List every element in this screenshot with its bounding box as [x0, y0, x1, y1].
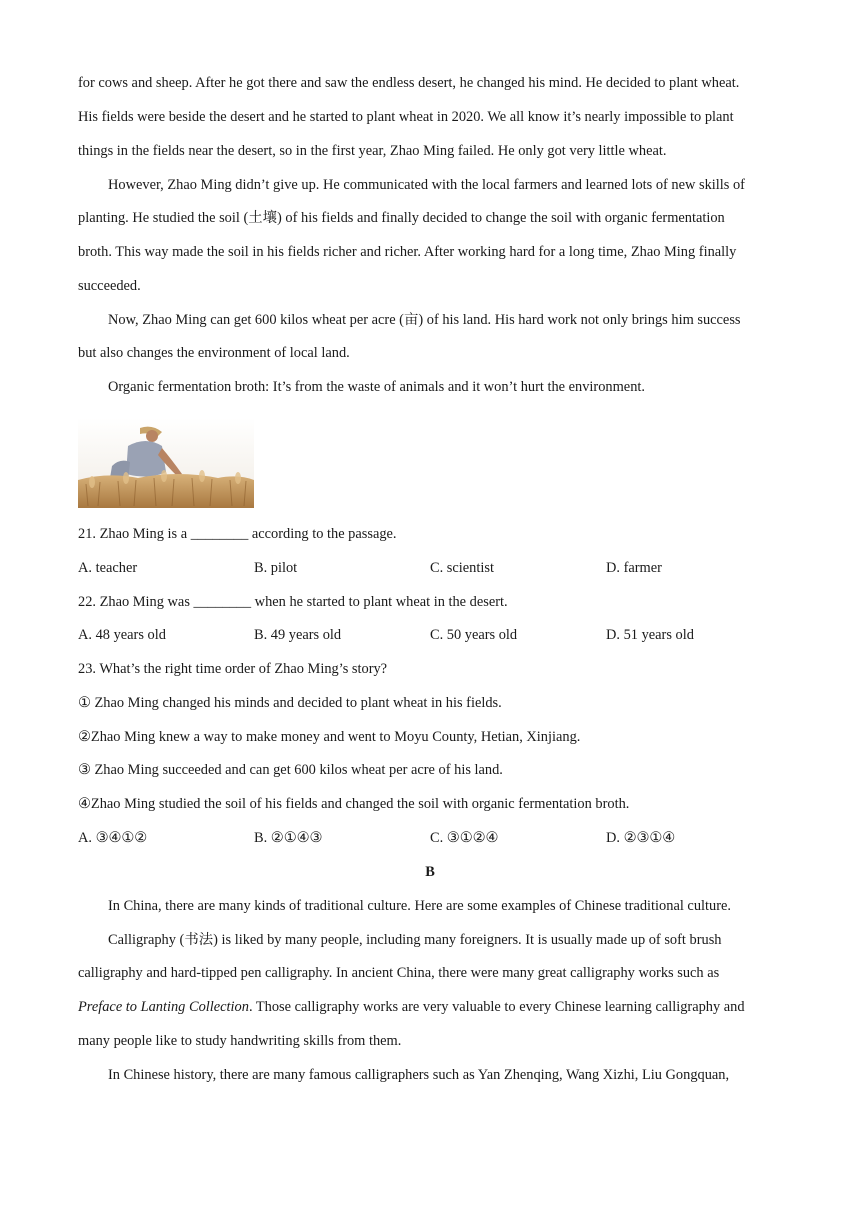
- section-b-heading: B: [425, 864, 435, 880]
- q21-option-b[interactable]: B. pilot: [254, 560, 298, 576]
- q23-event: ④Zhao Ming studied the soil of his fields and changed the soil with organic fermentation broth.: [78, 796, 630, 812]
- passage-line: calligraphy and hard-tipped pen calligraphy. In ancient China, there were many great calligraphy works such as: [78, 965, 720, 981]
- q23-option-c[interactable]: C. ③①②④: [430, 830, 499, 846]
- q22-option-d[interactable]: D. 51 years old: [606, 627, 694, 643]
- passage-line-rest: . Those calligraphy works are very valuable to every Chinese learning calligraphy and: [248, 999, 745, 1015]
- passage-line: In China, there are many kinds of traditional culture. Here are some examples of Chinese traditional culture.: [108, 898, 731, 914]
- passage-line: but also changes the environment of local land.: [78, 345, 350, 361]
- q23-option-a[interactable]: A. ③④①②: [78, 830, 148, 846]
- farmer-in-wheat-field-photo: [78, 418, 254, 508]
- q22-option-b[interactable]: B. 49 years old: [254, 627, 342, 643]
- note-line: Organic fermentation broth: It’s from the waste of animals and it won’t hurt the environment.: [108, 379, 645, 395]
- question-22-stem: 22. Zhao Ming was ________ when he started to plant wheat in the desert.: [78, 594, 508, 610]
- q22-option-a[interactable]: A. 48 years old: [78, 627, 166, 643]
- passage-line: Now, Zhao Ming can get 600 kilos wheat per acre (亩) of his land. His hard work not only brings him success: [108, 312, 741, 328]
- passage-line: broth. This way made the soil in his fields richer and richer. After working hard for a long time, Zhao Ming finally: [78, 244, 737, 260]
- passage-line: Calligraphy (书法) is liked by many people, including many foreigners. It is usually made up of soft brush: [108, 932, 722, 948]
- q23-event: ① Zhao Ming changed his minds and decided to plant wheat in his fields.: [78, 695, 502, 711]
- passage-line: His fields were beside the desert and he started to plant wheat in 2020. We all know it’s nearly impossible to plant: [78, 109, 734, 125]
- q23-option-b[interactable]: B. ②①④③: [254, 830, 323, 846]
- passage-line: However, Zhao Ming didn’t give up. He communicated with the local farmers and learned lots of new skills of: [108, 177, 745, 193]
- work-title: Preface to Lanting Collection: [78, 999, 249, 1015]
- question-21-stem: 21. Zhao Ming is a ________ according to the passage.: [78, 526, 397, 542]
- passage-line: many people like to study handwriting skills from them.: [78, 1033, 402, 1049]
- passage-line: succeeded.: [78, 278, 141, 294]
- q23-event: ③ Zhao Ming succeeded and can get 600 kilos wheat per acre of his land.: [78, 762, 503, 778]
- passage-line: planting. He studied the soil (土壤) of his fields and finally decided to change the soil with organic fermentation: [78, 210, 725, 226]
- q21-option-a[interactable]: A. teacher: [78, 560, 138, 576]
- q23-event: ②Zhao Ming knew a way to make money and went to Moyu County, Hetian, Xinjiang.: [78, 729, 581, 745]
- q21-option-c[interactable]: C. scientist: [430, 560, 494, 576]
- passage-line: [78, 998, 745, 1016]
- passage-line: In Chinese history, there are many famous calligraphers such as Yan Zhenqing, Wang Xizhi, Liu Gongquan,: [108, 1067, 730, 1083]
- passage-line: for cows and sheep. After he got there and saw the endless desert, he changed his mind. He decided to plant wheat.: [78, 75, 740, 91]
- q22-option-c[interactable]: C. 50 years old: [430, 627, 518, 643]
- question-23-stem: 23. What’s the right time order of Zhao Ming’s story?: [78, 661, 388, 677]
- q21-option-d[interactable]: D. farmer: [606, 560, 662, 576]
- passage-line: things in the fields near the desert, so in the first year, Zhao Ming failed. He only got very little wheat.: [78, 143, 667, 159]
- q23-option-d[interactable]: D. ②③①④: [606, 830, 676, 846]
